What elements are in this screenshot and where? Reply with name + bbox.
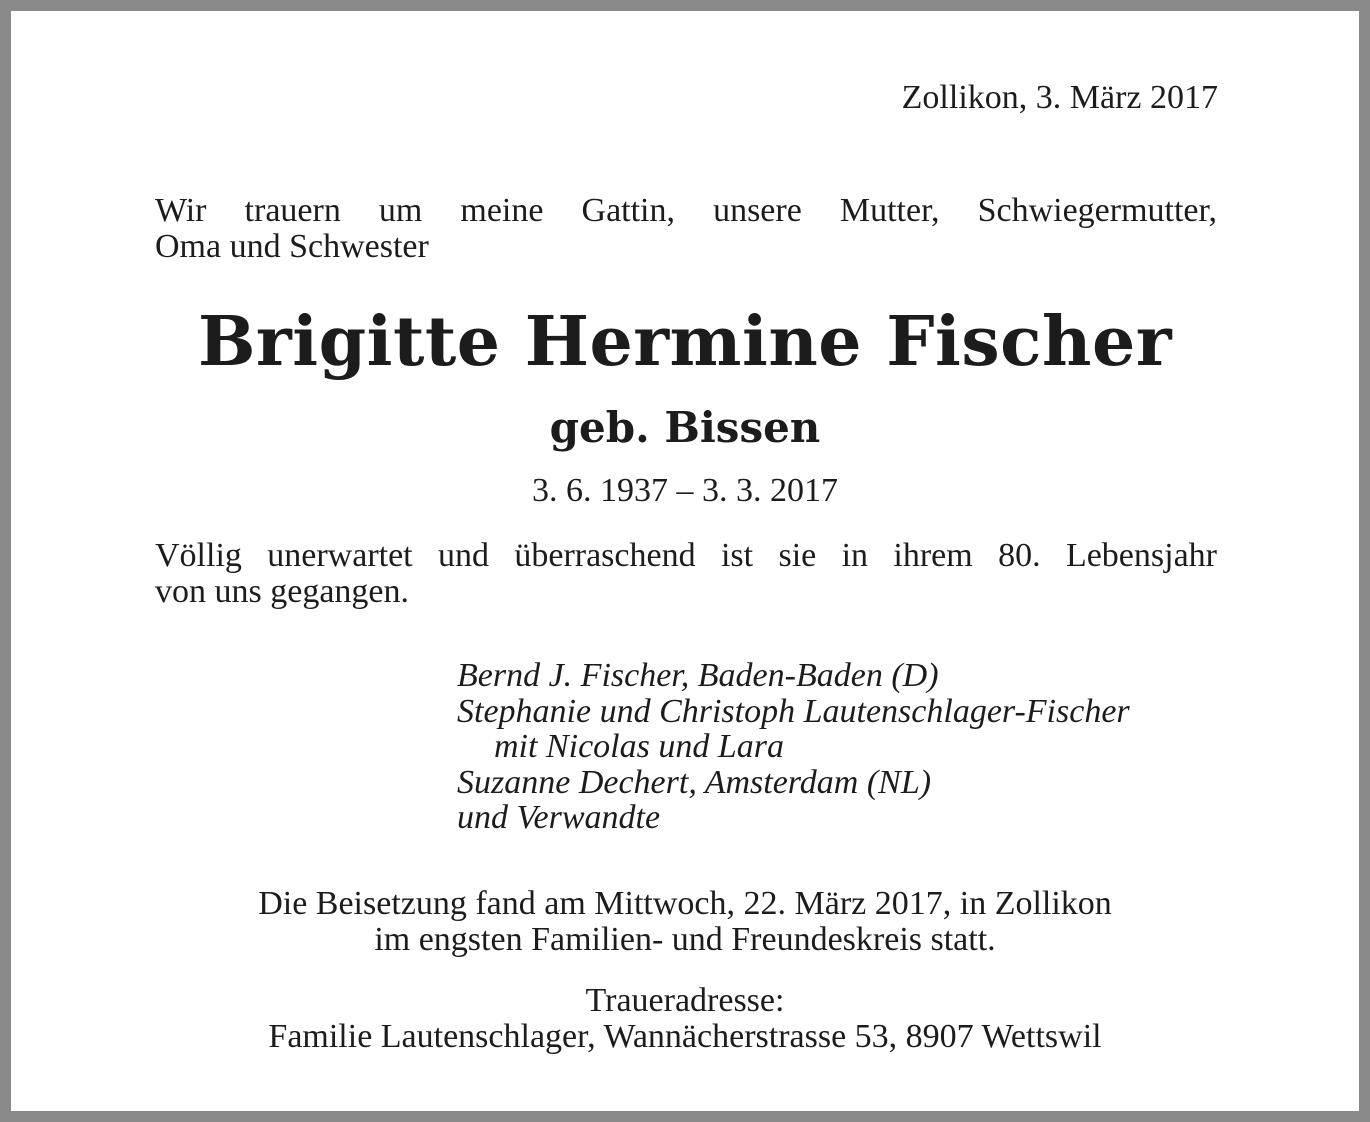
place-date: Zollikon, 3. März 2017 [901,79,1218,116]
message-text [155,538,1217,610]
deceased-name: Brigitte Hermine Fischer [197,302,1173,382]
mourning-address [0,983,1370,1055]
intro-text [155,193,1217,265]
mourners-list [457,658,1130,836]
address-label: Traueradresse: [585,982,785,1019]
message-line-2: von uns gegangen. [155,573,410,610]
funeral-line-1: Die Beisetzung fand am Mittwoch, 22. März 2017, in Zollikon [258,885,1112,922]
mourner: Suzanne Dechert, Amsterdam (NL) [457,763,932,801]
mourner: Bernd J. Fischer, Baden-Baden (D) [457,657,939,694]
funeral-info [0,886,1370,958]
intro-line-1: Wir trauern um meine Gattin, unsere Mutter, Schwiegermutter, [155,192,1217,229]
address-value: Familie Lautenschlager, Wannächerstrasse 53, 8907 Wettswil [268,1018,1102,1055]
funeral-line-2: im engsten Familien- und Freundeskreis statt. [374,921,996,958]
intro-line-2: Oma und Schwester [155,228,429,265]
message-line-1: Völlig unerwartet und überraschend ist sie in ihrem 80. Lebensjahr [155,537,1217,574]
mourner: mit Nicolas und Lara [494,728,784,765]
mourner: Stephanie und Christoph Lautenschlager-Fischer [457,692,1130,730]
maiden-name: geb. Bissen [549,403,821,452]
mourner: und Verwandte [457,799,661,836]
life-dates: 3. 6. 1937 – 3. 3. 2017 [532,472,838,509]
